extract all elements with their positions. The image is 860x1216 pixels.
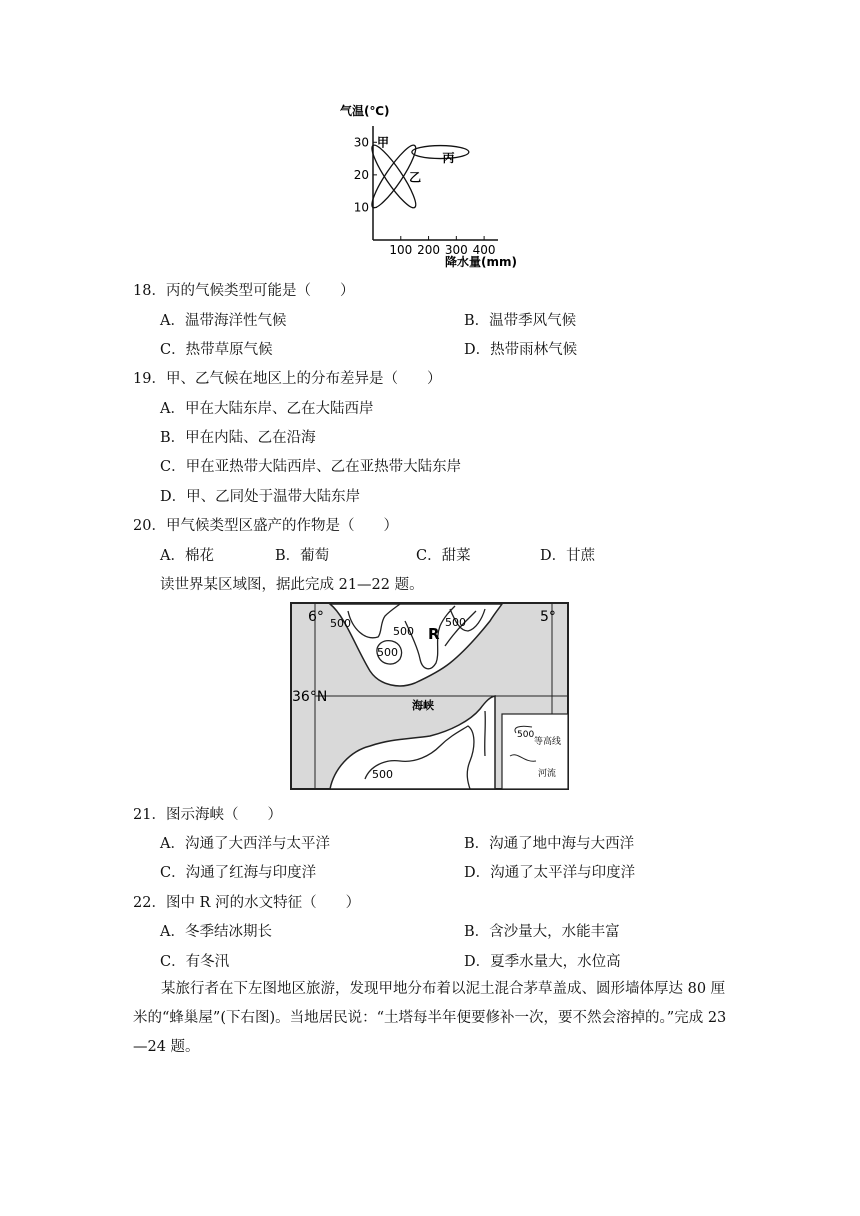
legend-contour-value: 500 <box>517 730 535 740</box>
q19-option-c: C．甲在亚热带大陆西岸、乙在亚热带大陆东岸 <box>160 459 462 475</box>
series-jia-label: 甲 <box>377 135 390 150</box>
q21-option-b: B．沟通了地中海与大西洋 <box>464 836 635 852</box>
y-tick-label: 10 <box>353 200 369 215</box>
q20-option-d: D．甘蔗 <box>540 548 596 564</box>
map-intro: 读世界某区域图，据此完成 21—22 题。 <box>160 577 424 593</box>
q21-option-c: C．沟通了红海与印度洋 <box>160 865 317 881</box>
legend-river-text: 河流 <box>538 769 557 779</box>
q20-option-b: B．葡萄 <box>275 548 330 564</box>
river-r-label: R <box>428 625 440 643</box>
x-tick-label: 400 <box>472 243 496 257</box>
question-21: 21．图示海峡（ ） <box>133 807 282 823</box>
q21-option-d: D．沟通了太平洋与印度洋 <box>464 865 636 881</box>
region-map <box>290 601 570 791</box>
q18-option-a: A．温带海洋性气候 <box>160 313 287 329</box>
q18-option-c: C．热带草原气候 <box>160 342 273 358</box>
contour-label: 500 <box>377 646 398 659</box>
x-tick-label: 200 <box>417 243 441 257</box>
question-19: 19．甲、乙气候在地区上的分布差异是（ ） <box>133 371 442 387</box>
q20-option-a: A．棉花 <box>160 548 214 564</box>
lon-left-label: 6° <box>308 609 324 625</box>
contour-label: 500 <box>445 616 466 629</box>
y-tick-label: 30 <box>353 135 369 150</box>
map-legend <box>502 714 568 789</box>
question-20: 20．甲气候类型区盛产的作物是（ ） <box>133 518 398 534</box>
river-south <box>485 711 486 756</box>
q19-option-a: A．甲在大陆东岸、乙在大陆西岸 <box>160 401 374 417</box>
series-bing-label: 丙 <box>442 150 455 165</box>
question-18: 18．丙的气候类型可能是（ ） <box>133 283 355 299</box>
series-bing-loop <box>412 146 469 159</box>
q19-option-b: B．甲在内陆、乙在沿海 <box>160 430 316 446</box>
q19-option-d: D．甲、乙同处于温带大陆东岸 <box>160 489 361 505</box>
q18-option-d: D．热带雨林气候 <box>464 342 578 358</box>
q22-option-a: A．冬季结冰期长 <box>160 924 272 940</box>
lat-label: 36°N <box>292 689 328 705</box>
legend-contour-text: 等高线 <box>534 737 562 747</box>
q18-option-b: B．温带季风气候 <box>464 313 577 329</box>
question-22: 22．图中 R 河的水文特征（ ） <box>133 895 361 911</box>
contour-label: 500 <box>372 768 393 781</box>
q21-option-a: A．沟通了大西洋与太平洋 <box>160 836 330 852</box>
y-axis-label: 气温(℃) <box>340 104 390 118</box>
q22-option-b: B．含沙量大，水能丰富 <box>464 924 620 940</box>
x-tick-label: 100 <box>389 243 413 257</box>
y-tick-label: 20 <box>353 167 369 182</box>
contour-label: 500 <box>330 617 351 630</box>
passage-23-24: 某旅行者在下左图地区旅游，发现甲地分布着以泥土混合茅草盖成、圆形墙体厚达 80 厘米的“蜂巢屋”(下右图)。当地居民说：“土塔每半年便要修补一次，要不然会溶掉的。”完成 23—24 题。 <box>133 981 727 1055</box>
q22-option-d: D．夏季水量大，水位高 <box>464 954 621 970</box>
strait-label: 海峡 <box>412 699 434 712</box>
x-axis-label: 降水量(mm) <box>445 255 517 269</box>
series-yi-label: 乙 <box>409 170 422 185</box>
q22-option-c: C．有冬汛 <box>160 954 230 970</box>
contour-label: 500 <box>393 625 414 638</box>
x-tick-label: 300 <box>444 243 468 257</box>
q20-option-c: C．甜菜 <box>416 548 471 564</box>
lon-right-label: 5° <box>540 609 556 625</box>
climate-chart <box>335 98 525 273</box>
